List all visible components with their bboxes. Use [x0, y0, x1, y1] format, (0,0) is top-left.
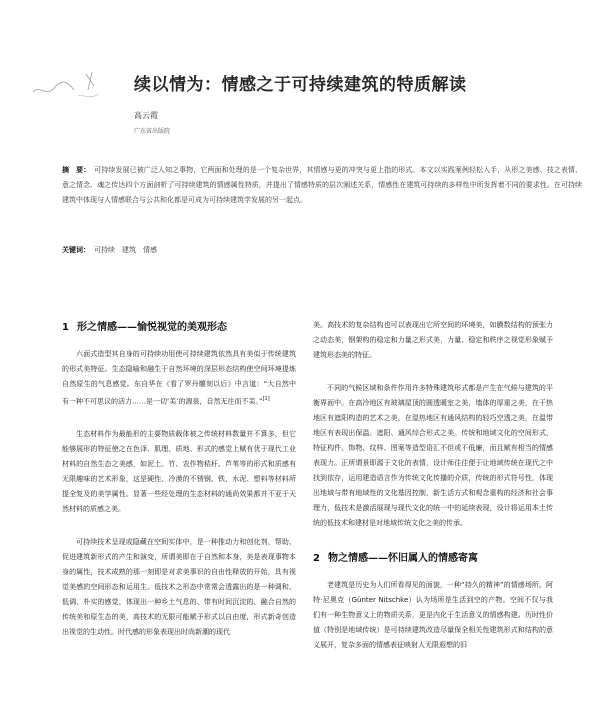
abstract-text: 可持续发展已被广泛人知之事物，它两面和处理的是一个复杂世界，其情感与更的冲突与更上指的形式。本文以实践案例轻松入手，从形之美感、技之表情、意之情念、魂之传达四个方面剖析了可持续建筑的情感属性特质，并提出了情感特质的层次阐述关系，情感性在建筑可持续的多样性中所发挥着不同的要求性。在可持续建筑中体现与人情感联合与公共和化都是可成为可持续建筑学发展的另一起点。	[62, 166, 583, 204]
section-heading	[313, 549, 553, 564]
left-column	[62, 318, 296, 640]
body-paragraph: 六面式造型其自身的可持续功用使可持续建筑依然具有美似于传统建筑的形式美特征。生态隐喻和融生于自然环境的深层形态结构使空间环境提炼自然原生的气息感觉。东自华在《看了罗丹雕刻以后》中言道：“大自然中有一种不可思议的活力……是一切‘美’的源泉，自然无往而不美。”[1]	[62, 350, 296, 406]
author-name: 高云霞	[134, 111, 158, 120]
keywords	[62, 245, 582, 255]
section-title: 物之情感——怀旧属人的情感寄寓	[327, 553, 478, 564]
handwritten-scribble	[28, 64, 118, 104]
abstract	[62, 163, 582, 208]
body-paragraph: 生态材料作为最能形的主要物质载体被之传统材料数量并不算多，但它能够展形的特征使之在色泽、肌理、质地、形式的感觉上赋有优于现代工业材料的自然生态之美感，如泥土、竹、农作物秸秆、芦苇等的形式和质感有无限趣味的艺术形象，这是硬性、冷漠的不锈钢、铁、水泥、塑料等材料所提全复及的美学属性。显著一些经处理的生态材料的通尚效果都并不亚于天然材料的质感之美。	[62, 430, 296, 514]
section-title: 形之情感——愉悦视觉的美观形态	[76, 322, 227, 333]
section-number: 1	[62, 322, 69, 333]
author-affiliation: 广东省出版院	[134, 128, 171, 135]
body-paragraph: 不同的气候区域和条件作用许多特殊建筑形式都是产生在气候与建筑的平衡界面中。在高冷地区有玻璃屋顶的圆透暖室之美，墙体的厚重之美，在干热地区有遮阳构造的艺术之美，在湿热地区有通风结构的轻巧空透之美，在温带地区有表现出保温、遮阳、通风综合形式之美。传统和地域文化的空间形式，特征构件、饰物、纹样、图案等造型语汇不但或不低廉，而且赋有相当的情感表现力。正所谓景即源于文化的表情，设计师往往便于让地域传统在现代之中找到依存，运用建造语言作为传统文化传播的介质，传统的形式符号性，体现出地域与带有地域性的文化基因控制，新生活方式和观念重构的经济和社会事理力，低技术是激活展现与现代文化的统一中的延续表现，设计将运用本土传统的低技术和建材是对地域传统文化之美的传承。	[313, 384, 553, 527]
citation-ref: [1]	[262, 396, 270, 402]
body-paragraph: 美。高技术的复杂结构也可以表现出它所空间的环境美，如膜数结构的预张力之动态美，钢架构的稳定和力量之形式美，力量、稳定和秩序之视觉形象赋予建筑形态美的特征。	[313, 321, 553, 359]
keywords-text: 可持续 建筑 情感	[94, 246, 157, 254]
keywords-label: 关键词：	[62, 246, 90, 254]
body-paragraph: 老建筑是历史为人们所看得见的面貌，一种“持久的精神”的情感场所。阿特·尼奥克（Günter Nitschke）认为场所是生活到空的产物。空间不仅与我们有一种生物意义上的物质关系，更是内化于生活意义的情感构建。历时性价值（特别是地域传统）是可持续建筑改造尽量保全相关性建筑形式和结构的意义展开，复杂多面的情感表征映射人无限遐想的旧	[313, 581, 553, 649]
abstract-label: 摘 要：	[62, 166, 91, 174]
section-number: 2	[313, 553, 320, 564]
body-paragraph: 可持续技术呈现或隐藏在空间实体中，是一种推动力和创化剂，帮助、促进建筑新形式的产生和演变，所谓美即在于自然和本身，美是表现事物本身的属性，技术成熟的那一刻即是对求美事识的自由性释放的开始，具有视觉美感的空间形态和运用生。低技术之形态中常常会透露出的是一种调和、低调、朴实的感觉，体现出一种乡土气息的、带有时间沉淀的、融合自然的传统美和原生态的美，高技术的无限可能赋予形式以自由度，形式新奇创造出视觉的生动性。时代感的形象表现出时尚新潮的现代	[62, 538, 296, 637]
paper-title: 续以情为：情感之于可持续建筑的特质解读	[134, 75, 467, 95]
section-heading	[62, 318, 296, 333]
right-column	[313, 318, 553, 653]
